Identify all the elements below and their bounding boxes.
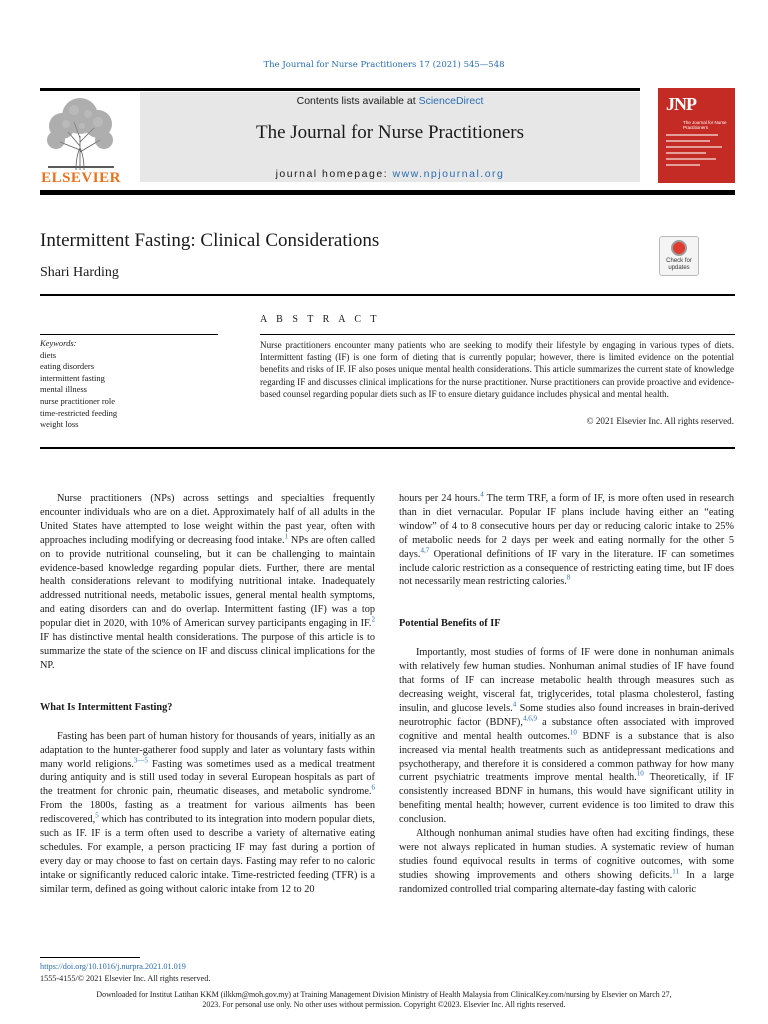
citation-link[interactable]: 4,6,9 bbox=[522, 714, 537, 723]
paragraph-benefits: Importantly, most studies of forms of IF were done in nonhuman animals with relatively few human studies. Nonhuman animal studies of IF have found that forms of IF can increase metabolic health through measures such as decreasing weight, visceral fat, triglycerides, total plasma cholesterol, fasting insulin, and glucose levels.$^4$ Some studies also found increases in brain-derived neurotrophic factor (BDNF),$^{4,6,9}$ a substance often associated with improved cognitive and mental health outcomes.$^{10}$ BDNF is a substance that is also increased via mental health treatments such as antidepressant medications and psychotherapy, and therefore it is considered a common pathway for how many current psychiatric treatments improve mental health.$^{10}$ Theoretically, if IF consistently increased BDNF in humans, this would have significant utility in benefiting mental health; however, current evidence is too limited to draw this conclusion. bbox=[399, 647, 735, 826]
homepage-link[interactable]: www.npjournal.org bbox=[392, 168, 505, 180]
citation-link[interactable]: 2 bbox=[371, 615, 375, 624]
issn-copyright: 1555-4155/© 2021 Elsevier Inc. All rights reserved. bbox=[40, 974, 211, 983]
citation-link[interactable]: 11 bbox=[672, 867, 679, 876]
title-bottom-rule bbox=[40, 294, 735, 296]
body-left-column bbox=[40, 492, 375, 897]
paragraph-if-continued: hours per 24 hours.$^4$ The term TRF, a form of IF, is more often used in research than in diet vernacular. Popular IF plans include having either an “eating window” of 4 to 8 consecutive hours per day or reducing caloric intake to 25% of metabolic needs for 2 days per week and eating normally for the other 5 days.$^{4,7}$ Operational definitions of IF vary in the literature. IF can sometimes include caloric restriction as a consequence of restricting eating time, but IF does not necessarily mean restricting calories.$^8$ bbox=[399, 490, 734, 588]
keyword-item: weight loss bbox=[40, 419, 79, 430]
section-heading: Potential Benefits of IF bbox=[399, 618, 501, 630]
article-author: Shari Harding bbox=[40, 265, 119, 280]
journal-cover-thumbnail bbox=[658, 88, 735, 183]
keyword-item: nurse practitioner role bbox=[40, 395, 116, 406]
citation-link[interactable]: 4 bbox=[480, 490, 484, 499]
journal-title: The Journal for Nurse Practitioners bbox=[255, 122, 525, 143]
abstract-text: Nurse practitioners encounter many patients who are seeking to modify their lifestyle by engaging in various types of diets. Intermittent fasting (IF) is one form of dieting that is currently popular; however, there is limited evidence on the potential benefits and risks of IF. IF also poses unique mental health considerations. This article summarizes the current state of knowledge regarding IF and discusses clinical implications for the nurse practitioner. Nurse practitioners can provide proactive and evidence-based counsel regarding popular diets such as IF to ensure dietary guidance includes physical and mental health. bbox=[260, 340, 734, 399]
abstract-bottom-rule bbox=[40, 447, 735, 449]
homepage-prefix: journal homepage: bbox=[275, 168, 393, 180]
footer-rule bbox=[40, 957, 140, 958]
header-bottom-rule bbox=[40, 190, 735, 195]
paragraph-what-is-if: Fasting has been part of human history for thousands of years, initially as an adaptation to the hunter-gatherer food supply and later as voluntary fasts within many world religions.$^{3—5}$ Fasting was sometimes used as a medical treatment during antiquity and is still used today in several European hospitals as part of the treatment for chronic pain, rheumatic diseases, and metabolic syndrome.$^6$ From the 1800s, fasting as a treatment for various ailments has been rediscovered,$^5$ which has contributed to its integration into modern popular diets, such as IF. IF is a term often used to describe a variety of alternative eating schedules. For example, a person practicing IF may fast during a portion of every day or may choose to fast on certain days. Fasting may refer to no caloric intake or significantly reduced caloric intake. Time-restricted feeding (TFR) is a similar term, defined as going without caloric intake from 12 to 20 bbox=[40, 730, 376, 895]
citation-link[interactable]: 4 bbox=[512, 700, 517, 709]
citation-link[interactable]: 10 bbox=[636, 769, 644, 778]
keywords-rule bbox=[40, 334, 218, 335]
keywords-block bbox=[40, 338, 215, 431]
body-right-column bbox=[399, 492, 734, 897]
cover-logo: JNP bbox=[666, 94, 696, 114]
header-top-rule bbox=[40, 88, 640, 91]
keyword-item: time-restricted feeding bbox=[40, 407, 118, 418]
keywords-label: Keywords: bbox=[40, 338, 77, 348]
citation-link[interactable]: 6 bbox=[371, 783, 375, 792]
citation-link[interactable]: 10 bbox=[569, 728, 577, 737]
keyword-item: eating disorders bbox=[40, 361, 95, 372]
abstract-heading: A B S T R A C T bbox=[260, 314, 381, 325]
citation-link[interactable]: 1 bbox=[284, 532, 289, 541]
citation-link[interactable]: 3—5 bbox=[133, 756, 148, 765]
section-heading: What Is Intermittent Fasting? bbox=[40, 701, 173, 713]
abstract-rule bbox=[260, 334, 735, 335]
download-notice: Downloaded for Institut Latihan KKM (ilkkm@moh.gov.my) at Training Management Division Ministry of Health Malaysia from ClinicalKey.com/nursing by Elsevier on March 27, 2023. For personal use only. No other uses without permission. Copyright ©2023. Elsevier Inc. All rights reserved. bbox=[96, 990, 672, 1009]
paragraph-intro: Nurse practitioners (NPs) across settings and specialties frequently encounter individuals who are on a diet. Approximately half of all adults in the United States have attempted to lose weight within the past year, often with approaches including modifying or decreasing food intake.$^1$ NPs are often called on to provide nutritional counseling, but it can be challenging to maintain evidence-based knowledge regarding popular diets. Further, there are mental health considerations relevant to modifying nutritional intake. Inadequately addressed nutritional needs, metabolic issues, general mental health symptoms, and eating disorders can and do overlap. Intermittent fasting (IF) was a top popular diet in 2020, with 10% of American survey participants engaging in IF.$^2$ IF has distinctive mental health considerations. The purpose of this article is to summarize the state of the science on IF and discuss clinical implications for the NP. bbox=[40, 493, 376, 671]
cover-subtitle: The Journal for Nurse Practitioners bbox=[683, 120, 727, 130]
abstract-copyright: © 2021 Elsevier Inc. All rights reserved. bbox=[586, 416, 734, 426]
journal-citation[interactable]: The Journal for Nurse Practitioners 17 (2021) 545—548 bbox=[263, 60, 505, 70]
contents-line bbox=[140, 95, 640, 107]
cover-text-lines bbox=[666, 134, 726, 170]
citation-link[interactable]: 4,7 bbox=[420, 546, 430, 555]
check-updates-label: Check for updates bbox=[666, 258, 692, 271]
keyword-item: diets bbox=[40, 349, 57, 360]
check-updates-icon bbox=[671, 240, 687, 256]
elsevier-wordmark: ELSEVIER bbox=[41, 170, 121, 186]
article-title: Intermittent Fasting: Clinical Considerations bbox=[40, 230, 380, 251]
doi-link[interactable]: https://doi.org/10.1016/j.nurpra.2021.01.019 bbox=[40, 962, 186, 971]
paragraph-human-studies: Although nonhuman animal studies have often had exciting findings, these were not always replicated in human studies. A systematic review of human studies found equivocal results in terms of cognitive outcomes, with some studies showing improvements and others showing deficits.$^{11}$ In a large randomized controlled trial comparing alternate-day fasting with caloric bbox=[399, 828, 735, 895]
journal-homepage bbox=[140, 168, 640, 180]
keyword-item: mental illness bbox=[40, 384, 87, 395]
citation-link[interactable]: 5 bbox=[95, 811, 99, 820]
check-for-updates-badge[interactable] bbox=[659, 236, 699, 276]
citation-link[interactable]: 8 bbox=[566, 574, 571, 583]
contents-prefix: Contents lists available at bbox=[296, 95, 419, 107]
keyword-item: intermittent fasting bbox=[40, 372, 105, 383]
sciencedirect-link[interactable]: ScienceDirect bbox=[418, 95, 484, 107]
